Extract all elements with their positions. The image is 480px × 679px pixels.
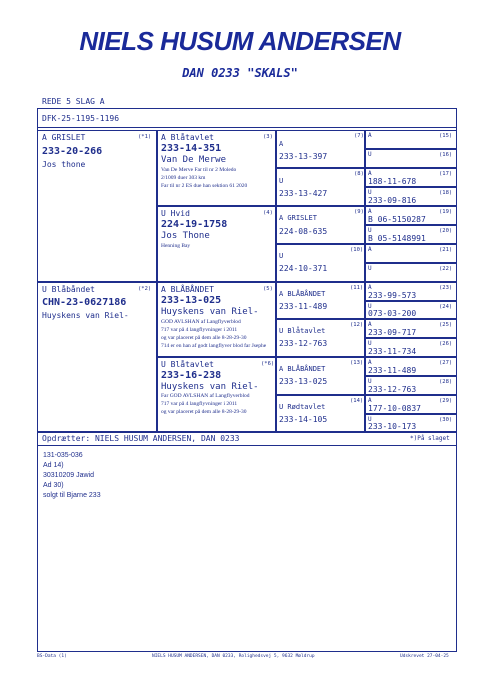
gen4-ring: 177-10-0837 [368,404,421,413]
note-line: 131-035-036 [43,452,83,459]
gen4-color: U [368,151,372,158]
gen3-num: (14) [350,398,364,404]
page-subtitle: DAN 0233 "SKALS" [182,66,298,80]
gen3-ring: 233-13-397 [279,152,328,161]
gen4-num: (28) [439,379,453,385]
gen3-ring: 233-13-025 [279,377,328,386]
gen4-color: A [368,132,372,139]
note-line: 30310209 Jawid [43,472,94,479]
gen2-note: 714 er en han af godt langflyver blod far Jsephe [161,343,267,349]
gen3-num: (11) [350,285,364,291]
gen4-ring: 188-11-678 [368,177,417,186]
gen3-color: U Rødtavlet [279,403,326,411]
gen2-note: GOD AVLSHAN af Langflyverblod [161,319,241,325]
gen4-color: A [368,397,372,404]
sire-owner: Jos thone [42,160,86,169]
gen4-color: U [368,265,372,272]
gen2-ring: 224-19-1758 [161,219,228,230]
gen2-num: (*6) [261,361,275,367]
gen3-color: U Blåtavlet [279,327,326,335]
gen2-owner: Huyskens van Riel- [161,382,259,392]
gen3-color: A BLÅBÅNDET [279,290,326,298]
gen4-ring: 233-99-573 [368,291,417,300]
gen4-num: (17) [439,171,453,177]
gen3-color: U [279,177,284,185]
gen4-num: (16) [439,152,453,158]
dam-color: U Blåbåndet [42,285,95,294]
footer-right: Udskrevet 27-04-25 [400,654,449,659]
gen3-ring: 224-10-371 [279,264,328,273]
gen2-num: (3) [263,134,273,140]
gen2-owner: Huyskens van Riel- [161,307,259,317]
gen4-num: (21) [439,247,453,253]
gen3-num: (12) [350,322,364,328]
gen4-ring: B 06-5150287 [368,215,426,224]
gen3-box [276,206,365,244]
sire-ring: 233-20-266 [42,146,103,157]
gen4-ring: 073-03-200 [368,309,417,318]
gen4-ring: 233-11-734 [368,347,417,356]
note-line: solgt til Bjarne 233 [43,492,101,499]
page-title: NIELS HUSUM ANDERSEN [79,26,401,56]
gen3-num: (8) [354,171,364,177]
gen2-note: 2/1009 duer 303 km [161,175,206,181]
gen2-num: (5) [263,286,273,292]
gen2-ring: 233-13-025 [161,295,222,306]
gen2-note: 717 var på 4 langflyvninger i 2011 [161,327,238,333]
gen4-ring: B 05-5148991 [368,234,426,243]
gen2-note: Far til nr 2 ES due han sektion 61 2020 [161,183,248,189]
gen2-owner: Van De Merwe [161,155,227,165]
gen4-color: U [368,189,372,196]
gen3-ring: 233-11-489 [279,302,328,311]
gen3-color: A [279,140,284,148]
gen2-color: U Hvid [161,209,190,218]
gen3-box [276,168,365,206]
gen3-color: A GRISLET [279,214,317,222]
gen3-num: (9) [354,209,364,215]
gen4-num: (20) [439,228,453,234]
gen4-ring: 233-12-763 [368,385,417,394]
gen3-ring: 233-12-763 [279,339,328,348]
note-line: Ad 14) [43,462,64,469]
gen3-num: (13) [350,360,364,366]
gen4-num: (19) [439,209,453,215]
gen2-color: U Blåtavlet [161,360,214,369]
gen4-num: (22) [439,266,453,272]
gen4-num: (25) [439,322,453,328]
gen4-num: (30) [439,417,453,423]
gen4-color: U [368,378,372,385]
footer-left: BS-Data (1) [37,654,67,659]
gen3-num: (7) [354,133,364,139]
gen2-ring: 233-14-351 [161,143,222,154]
rede-label: REDE 5 SLAG A [42,97,105,106]
gen4-color: A [368,321,372,328]
gen4-color: A [368,170,372,177]
gen4-color: U [368,340,372,347]
gen3-color: U [279,252,284,260]
gen4-color: U [368,416,372,423]
dam-mark: (*2) [138,286,152,292]
gen4-color: A [368,208,372,215]
gen3-num: (10) [350,247,364,253]
sire-color: A GRISLET [42,133,86,142]
dam-owner: Huyskens van Riel- [42,311,129,320]
gen4-ring: 233-09-717 [368,328,417,337]
gen4-num: (23) [439,285,453,291]
gen4-color: A [368,359,372,366]
gen2-note: 717 var på 4 langflyvninger i 2011 [161,401,238,407]
gen4-num: (27) [439,360,453,366]
sire-mark: (*1) [138,134,152,140]
gen4-color: U [368,227,372,234]
gen2-owner: Jos Thone [161,231,210,241]
gen3-ring: 224-08-635 [279,227,328,236]
pedigree-ring: DFK-25-1195-1196 [42,114,120,123]
gen2-note: Van De Merve Far til nr 2 Moledo [161,167,237,173]
gen3-box [276,130,365,168]
gen3-ring: 233-13-427 [279,189,328,198]
breeder-label: Opdrætter: NIELS HUSUM ANDERSEN, DAN 0233 [42,434,240,443]
gen4-color: A [368,284,372,291]
gen4-color: U [368,303,372,310]
gen2-note: og var placeret på dem alle 8-28-29-30 [161,409,247,415]
gen2-ring: 233-16-238 [161,370,222,381]
gen4-color: A [368,246,372,253]
gen4-num: (24) [439,304,453,310]
dam-ring: CHN-23-0627186 [42,297,127,308]
gen3-ring: 233-14-105 [279,415,328,424]
gen4-num: (18) [439,190,453,196]
gen2-note: Far GOD AVLSHAN af Langflyverblod [161,393,250,399]
gen2-note: Henning Bay [161,243,191,249]
gen4-num: (29) [439,398,453,404]
footer-center: NIELS HUSUM ANDERSEN, DAN 0233, Rolighedsvej 5, 9632 Møldrup [152,654,315,659]
gen4-num: (26) [439,341,453,347]
gen4-ring: 233-09-816 [368,196,417,205]
gen2-color: A BLÅBÅNDET [161,285,214,294]
gen2-num: (4) [263,210,273,216]
gen4-ring: 233-10-173 [368,422,417,431]
gen2-color: A Blåtavlet [161,133,214,142]
gen4-num: (15) [439,133,453,139]
gen2-note: og var placeret på dem alle 8-28-29-30 [161,335,247,341]
breeder-note: *)På slaget [410,435,450,442]
gen4-ring: 233-11-489 [368,366,417,375]
note-line: Ad 30) [43,482,64,489]
gen3-color: A BLÅBÅNDET [279,365,326,373]
